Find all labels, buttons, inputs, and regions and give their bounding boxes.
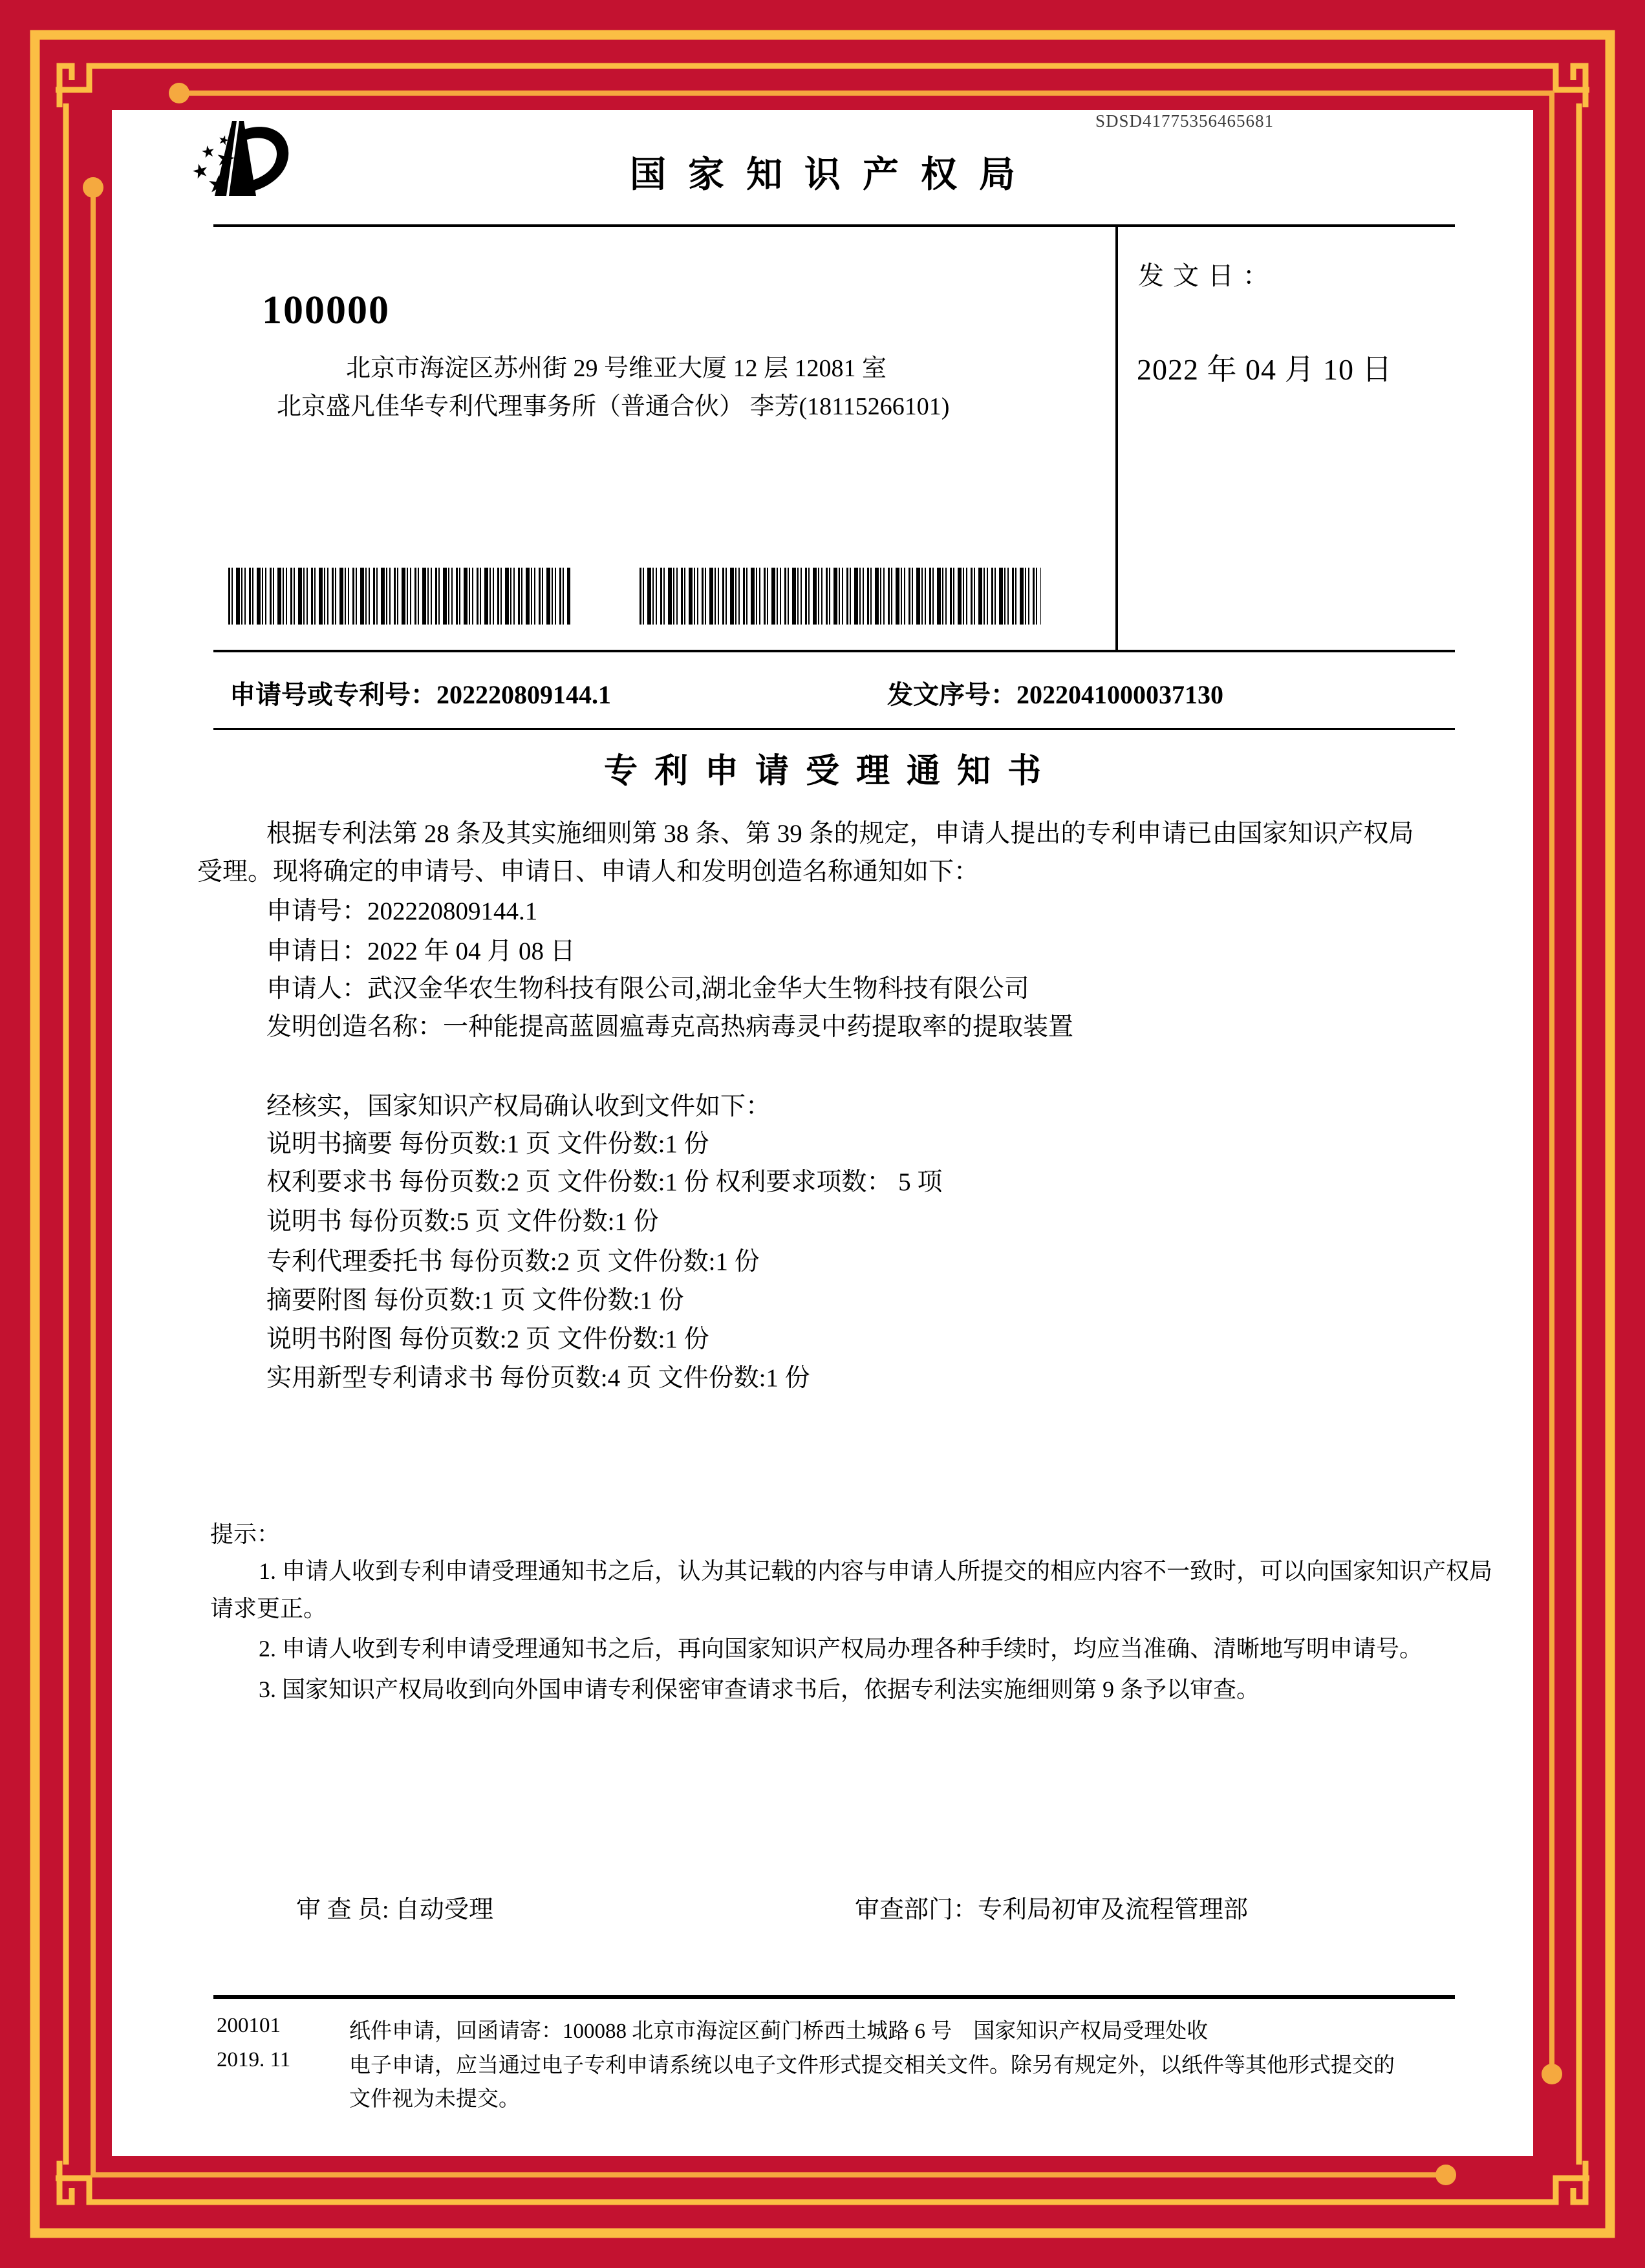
notes-label: 提示： — [210, 1521, 281, 1547]
received-item: 摘要附图 每份页数:1 页 文件份数:1 份 — [266, 1287, 684, 1314]
received-item: 说明书附图 每份页数:2 页 文件份数:1 份 — [266, 1325, 709, 1353]
header-box-divider — [1115, 224, 1118, 651]
footer-paper-filing: 纸件申请，回函请寄：100088 北京市海淀区蓟门桥西土城路 6 号 国家知识产权局受理处收 — [349, 2020, 1209, 2043]
barcode-application-number — [228, 568, 570, 625]
intro-line-1: 根据专利法第 28 条及其实施细则第 38 条、第 39 条的规定，申请人提出的专利申请已由国家知识产权局 — [266, 820, 1414, 848]
examiner-department: 审查部门：专利局初审及流程管理部 — [855, 1896, 1249, 1923]
footer-separator-line — [213, 1995, 1455, 1999]
document-code: SDSD41775356465681 — [1095, 111, 1274, 131]
received-item: 专利代理委托书 每份页数:2 页 文件份数:1 份 — [266, 1248, 760, 1276]
agency-title: 国家知识产权局 — [630, 155, 1037, 195]
note-1-line-2: 请求更正。 — [210, 1596, 327, 1621]
note-2: 2. 申请人收到专利申请受理通知书之后，再向国家知识产权局办理各种手续时，均应当准确、清晰地写明申请号。 — [259, 1636, 1423, 1662]
mail-address-line1: 北京市海淀区苏州街 29 号维亚大厦 12 层 12081 室 — [346, 355, 887, 382]
note-3: 3. 国家知识产权局收到向外国申请专利保密审查请求书后，依据专利法实施细则第 9 条予以审查。 — [259, 1676, 1260, 1702]
header-box-bottom-line — [213, 650, 1455, 652]
form-number: 200101 — [217, 2014, 281, 2037]
received-intro: 经核实，国家知识产权局确认收到文件如下： — [266, 1093, 771, 1120]
examiner-name: 审 查 员: 自动受理 — [296, 1896, 494, 1923]
note-1-line-1: 1. 申请人收到专利申请受理通知书之后，认为其记载的内容与申请人所提交的相应内容不一致时，可以向国家知识产权局 — [259, 1558, 1493, 1584]
received-item: 实用新型专利请求书 每份页数:4 页 文件份数:1 份 — [266, 1364, 810, 1392]
footer-e-filing-line2: 文件视为未提交。 — [349, 2088, 520, 2111]
issue-date-value: 2022 年 04 月 10 日 — [1137, 353, 1393, 386]
field-invention-title: 发明创造名称：一种能提高蓝圆瘟毒克高热病毒灵中药提取率的提取装置 — [266, 1013, 1074, 1041]
received-item: 权利要求书 每份页数:2 页 文件份数:1 份 权利要求项数： 5 项 — [266, 1168, 943, 1196]
postcode: 100000 — [262, 288, 390, 332]
form-date: 2019. 11 — [217, 2048, 291, 2071]
field-application-number: 申请号：202220809144.1 — [266, 897, 538, 925]
intro-line-2: 受理。现将确定的申请号、申请日、申请人和发明创造名称通知如下： — [197, 858, 980, 886]
application-number: 申请号或专利号：202220809144.1 — [230, 680, 611, 709]
mail-address-line2: 北京盛凡佳华专利代理事务所（普通合伙） 李芳(18115266101) — [277, 393, 950, 420]
footer-e-filing-line1: 电子申请，应当通过电子专利申请系统以电子文件形式提交相关文件。除另有规定外，以纸件等其他形式提交的 — [349, 2054, 1395, 2077]
issue-date-label: 发文日： — [1138, 261, 1278, 290]
field-application-date: 申请日：2022 年 04 月 08 日 — [266, 937, 575, 965]
serial-number: 发文序号：2022041000037130 — [887, 680, 1223, 709]
barcode-serial-number — [640, 568, 1041, 625]
received-item: 说明书摘要 每份页数:1 页 文件份数:1 份 — [266, 1130, 709, 1158]
received-item: 说明书 每份页数:5 页 文件份数:1 份 — [266, 1208, 659, 1236]
notice-title: 专利申请受理通知书 — [603, 753, 1058, 790]
number-row-separator — [213, 728, 1455, 730]
header-box-top-line — [213, 224, 1455, 227]
field-applicant: 申请人：武汉金华农生物科技有限公司,湖北金华大生物科技有限公司 — [266, 975, 1029, 1003]
